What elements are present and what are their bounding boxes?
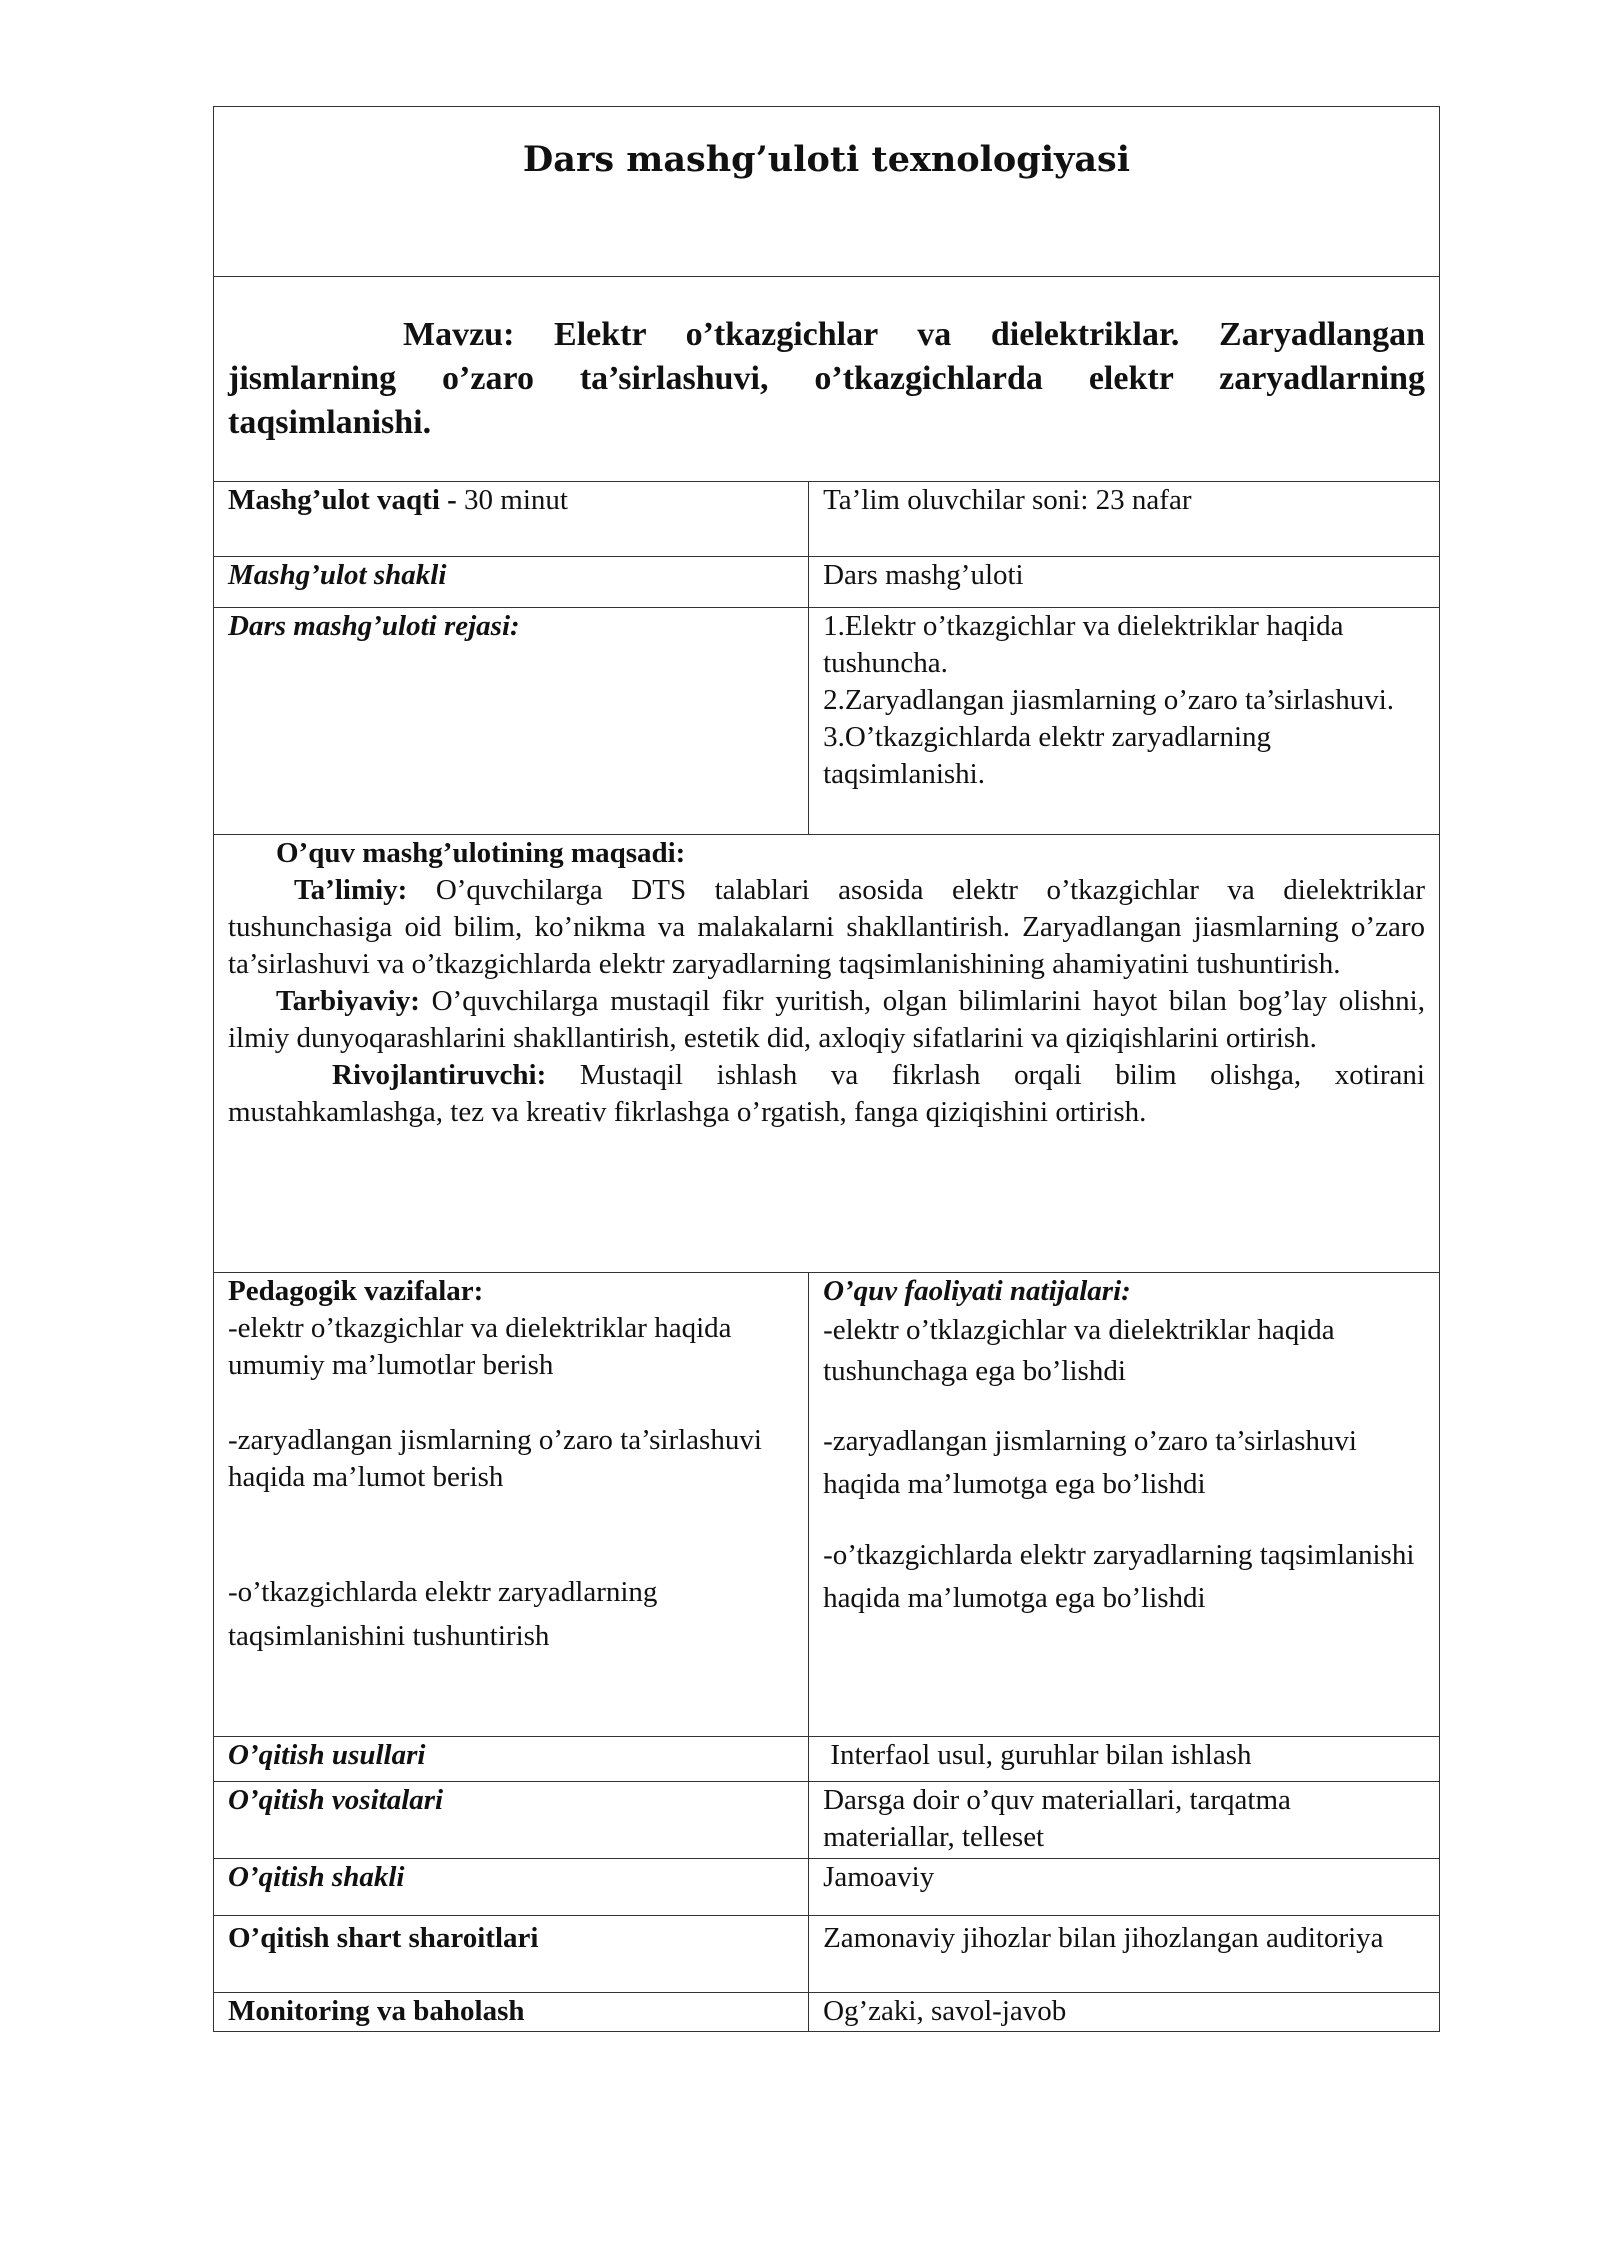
goal-developing (228, 1057, 1425, 1131)
teaching-form-label: O’qitish shakli (214, 1859, 809, 1916)
tools-row (214, 1782, 1440, 1859)
monitoring-label: Monitoring va baholash (214, 1993, 809, 2032)
plan-list (809, 608, 1440, 835)
conditions-row (214, 1916, 1440, 1993)
topic-row (214, 277, 1440, 482)
tools-value: Darsga doir o’quv materiallari, tarqatma materiallar, telleset (809, 1782, 1440, 1859)
title-row (214, 107, 1440, 277)
methods-label: O’qitish usullari (214, 1737, 809, 1782)
students-count: Ta’lim oluvchilar soni: 23 nafar (809, 482, 1440, 557)
goal-upbringing (228, 983, 1425, 1057)
topic-text: Mavzu: Elektr o’tkazgichlar va dielektriklar. Zaryadlangan jismlarning o’zaro ta’sirlashuvi, o’tkazgichlarda elektr zaryadlarning taqsimlanishi. (228, 316, 1425, 441)
goal-upbringing-text: O’quvchilarga mustaqil fikr yuritish, olgan bilimlarini hayot bilan bog’lay olishni, ilmiy dunyoqarashlarini shakllantirish, estetik did, axloqiy sifatlarini va qiziqishlarini ortirish. (228, 985, 1425, 1054)
goal-educational (228, 872, 1425, 983)
topic-cell (214, 277, 1440, 482)
monitoring-row (214, 1993, 1440, 2032)
methods-value: Interfaol usul, guruhlar bilan ishlash (809, 1737, 1440, 1782)
results-label: O’quv faoliyati natijalari: (823, 1275, 1131, 1307)
teaching-form-row (214, 1859, 1440, 1916)
lesson-plan-table (213, 106, 1440, 2032)
tools-label: O’qitish vositalari (214, 1782, 809, 1859)
pedagogical-item: -elektr o’tkazgichlar va dielektriklar haqida umumiy ma’lumotlar berish (228, 1312, 732, 1381)
goal-upbringing-label: Tarbiyaviy: (276, 985, 420, 1017)
tasks-results-row (214, 1273, 1440, 1737)
goals-heading: O’quv mashg’ulotining maqsadi: (276, 837, 686, 869)
form-row (214, 557, 1440, 608)
pedagogical-label: Pedagogik vazifalar: (228, 1275, 484, 1307)
teaching-form-value: Jamoaviy (809, 1859, 1440, 1916)
results-item: -o’tkazgichlarda elektr zaryadlarning taqsimlanishi haqida ma’lumotga ega bo’lishdi (823, 1539, 1415, 1614)
plan-item: 3.O’tkazgichlarda elektr zaryadlarning taqsimlanishi. (823, 721, 1272, 790)
goal-developing-text: Mustaqil ishlash va fikrlash orqali bilim olishga, xotirani mustahkamlashga, tez va kreativ fikrlashga o’rgatish, fanga qiziqishini ortirish. (228, 1059, 1425, 1128)
time-row (214, 482, 1440, 557)
lesson-plan-page (213, 106, 1440, 2032)
form-value: Dars mashg’uloti (809, 557, 1440, 608)
goal-developing-label: Rivojlantiruvchi: (332, 1059, 547, 1091)
goal-educational-text: O’quvchilarga DTS talablari asosida elektr o’tkazgichlar va dielektriklar tushunchasiga oid bilim, ko’nikma va malakalarni shakllantirish. Zaryadlangan jiasmlarning o’zaro ta’sirlashuvi va o’tkazgichlarda elektr zaryadlarning taqsimlanishining ahamiyatini tushuntirish. (228, 874, 1425, 980)
time-value: 30 minut (456, 484, 568, 516)
plan-row (214, 608, 1440, 835)
goals-row (214, 835, 1440, 1273)
pedagogical-item: -o’tkazgichlarda elektr zaryadlarning taqsimlanishini tushuntirish (228, 1576, 658, 1652)
conditions-value: Zamonaviy jihozlar bilan jihozlangan auditoriya (809, 1916, 1440, 1993)
form-label: Mashg’ulot shakli (214, 557, 809, 608)
document-title: Dars mashg’uloti texnologiyasi (214, 107, 1440, 277)
goals-cell (214, 835, 1440, 1273)
monitoring-value: Og’zaki, savol-javob (809, 1993, 1440, 2032)
results-item: -zaryadlangan jismlarning o’zaro ta’sirlashuvi haqida ma’lumotga ega bo’lishdi (823, 1425, 1357, 1500)
time-label: Mashg’ulot vaqti - (228, 484, 457, 516)
plan-item: 2.Zaryadlangan jiasmlarning o’zaro ta’sirlashuvi. (823, 684, 1395, 716)
goal-educational-label: Ta’limiy: (294, 874, 408, 906)
pedagogical-tasks (214, 1273, 809, 1737)
plan-label: Dars mashg’uloti rejasi: (214, 608, 809, 835)
learning-results (809, 1273, 1440, 1737)
results-item: -elektr o’tklazgichlar va dielektriklar haqida tushunchaga ega bo’lishdi (823, 1314, 1335, 1387)
pedagogical-item: -zaryadlangan jismlarning o’zaro ta’sirlashuvi haqida ma’lumot berish (228, 1424, 762, 1493)
time-cell (214, 482, 809, 557)
conditions-label: O’qitish shart sharoitlari (214, 1916, 809, 1993)
methods-row (214, 1737, 1440, 1782)
plan-item: 1.Elektr o’tkazgichlar va dielektriklar haqida tushuncha. (823, 610, 1344, 679)
